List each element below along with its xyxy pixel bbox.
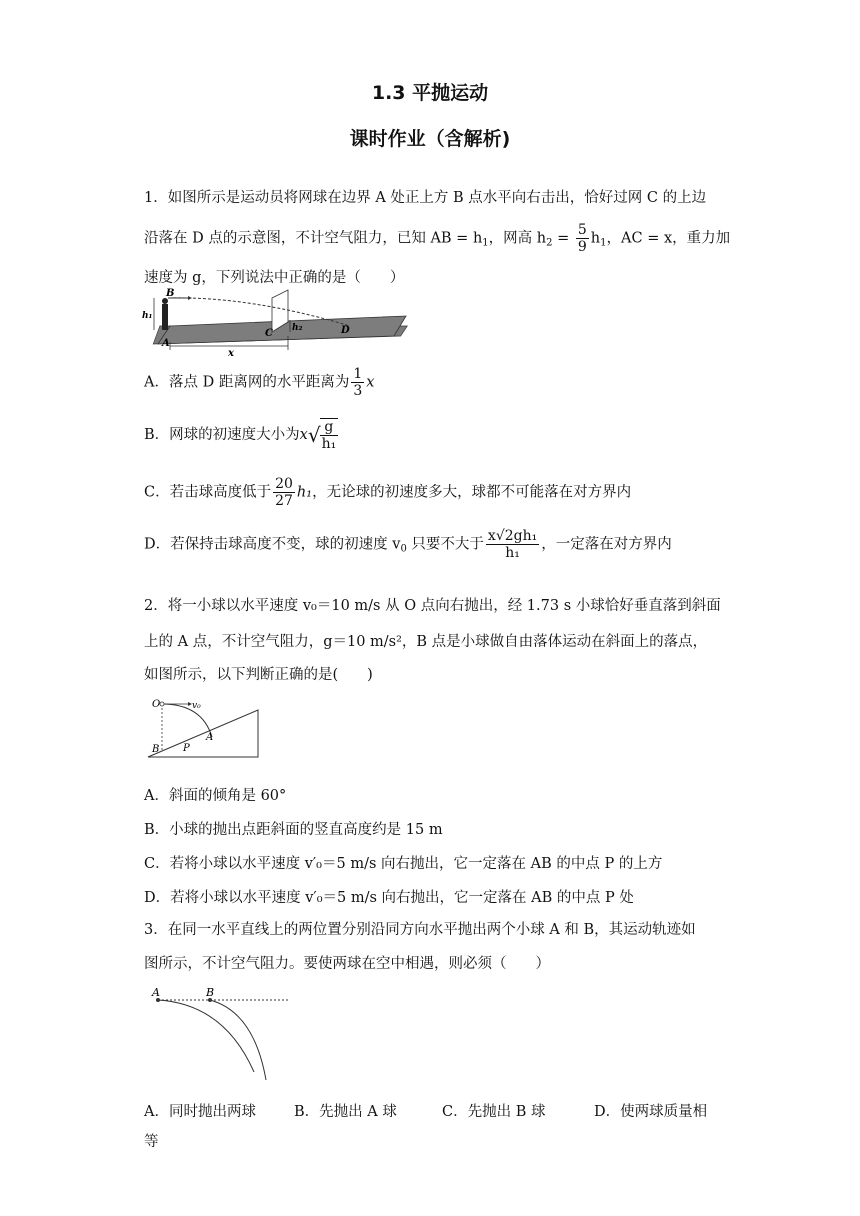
q3-option-c[interactable]: C．先抛出 B 球 xyxy=(442,1104,546,1120)
q2-line-3: 如图所示，以下判断正确的是( ) xyxy=(144,667,373,683)
q1-fig-label-x: x xyxy=(228,348,234,359)
q2-incline-figure xyxy=(140,690,270,762)
q3-option-a[interactable]: A．同时抛出两球 xyxy=(144,1104,256,1120)
q3-option-d-continued: 等 xyxy=(144,1134,159,1150)
q2-option-c[interactable]: C．若将小球以水平速度 v′₀＝5 m/s 向右抛出，它一定落在 AB 的中点 P 的上方 xyxy=(144,856,663,872)
q1-option-a[interactable]: A．落点 D 距离网的水平距离为 $\frac{1}{3}$ x xyxy=(144,366,375,399)
q1-fig-label-D: D xyxy=(341,325,350,336)
q3-line-2: 图所示，不计空气阻力。要使两球在空中相遇，则必须（ ） xyxy=(144,956,550,972)
q2-line-1: 2．将一小球以水平速度 v₀＝10 m/s 从 O 点向右抛出，经 1.73 s 小球恰好垂直落到斜面 xyxy=(144,598,721,614)
q3-trajectory-figure xyxy=(144,982,294,1082)
q1-fig-label-h1: h₁ xyxy=(142,311,153,321)
q3-option-d[interactable]: D．使两球质量相 xyxy=(594,1104,708,1120)
q2-fig-label-A: A xyxy=(206,732,214,743)
page-subtitle: 课时作业（含解析) xyxy=(349,128,511,150)
q2-fig-label-v0: v₀ xyxy=(192,701,201,711)
q3-line-1: 3．在同一水平直线上的两位置分别沿同方向水平抛出两个小球 A 和 B，其运动轨迹如 xyxy=(144,922,696,938)
q2-fig-label-P: P xyxy=(183,743,190,754)
q2-option-a[interactable]: A．斜面的倾角是 60° xyxy=(144,788,287,804)
q3-fig-label-A: A xyxy=(152,986,160,999)
q3-option-b[interactable]: B．先抛出 A 球 xyxy=(294,1104,397,1120)
q1-option-d[interactable]: D．若保持击球高度不变，球的初速度 $v_0$ 只要不大于 $\frac{\text{x√2gh₁}}{\text{h₁}}$ ，一定落在对方界内 xyxy=(144,528,672,561)
q1-line-3: 速度为 g，下列说法中正确的是（ ） xyxy=(144,270,405,286)
q2-fig-label-O: O xyxy=(152,699,161,710)
page-title: 1.3 平抛运动 xyxy=(371,82,489,104)
q2-option-d[interactable]: D．若将小球以水平速度 v′₀＝5 m/s 向右抛出，它一定落在 AB 的中点 P 处 xyxy=(144,890,634,906)
q1-fraction: $\frac{5}{9}$ xyxy=(577,222,587,255)
q1-tennis-figure xyxy=(140,286,420,362)
q2-line-2: 上的 A 点，不计空气阻力，g＝10 m/s²，B 点是小球做自由落体运动在斜面上的落点， xyxy=(144,634,708,650)
q1-line-1: 1．如图所示是运动员将网球在边界 A 处正上方 B 点水平向右击出，恰好过网 C 的上边 xyxy=(144,190,707,206)
q1-option-b[interactable]: B．网球的初速度大小为x√ $\frac{g}{\text{h₁}}$ xyxy=(144,419,337,452)
q2-fig-label-B: B xyxy=(152,744,160,755)
q1-fig-label-h2: h₂ xyxy=(292,323,303,333)
q3-fig-label-B: B xyxy=(206,986,215,999)
q1-fig-label-B: B xyxy=(166,288,175,299)
q1-fig-label-C: C xyxy=(265,328,273,339)
q2-option-b[interactable]: B．小球的抛出点距斜面的竖直高度约是 15 m xyxy=(144,822,443,838)
q1-fig-label-A: A xyxy=(162,338,170,349)
q1-line-2: 沿落在 D 点的示意图，不计空气阻力，已知 AB = $h_1$，网高 $h_2$ = $\frac{5}{9}$ $h_1$，AC = x，重力加 xyxy=(144,222,731,255)
q1-option-c[interactable]: C．若击球高度低于 $\frac{20}{27}$ h₁，无论球的初速度多大，球都不可能落在对方界内 xyxy=(144,476,632,509)
